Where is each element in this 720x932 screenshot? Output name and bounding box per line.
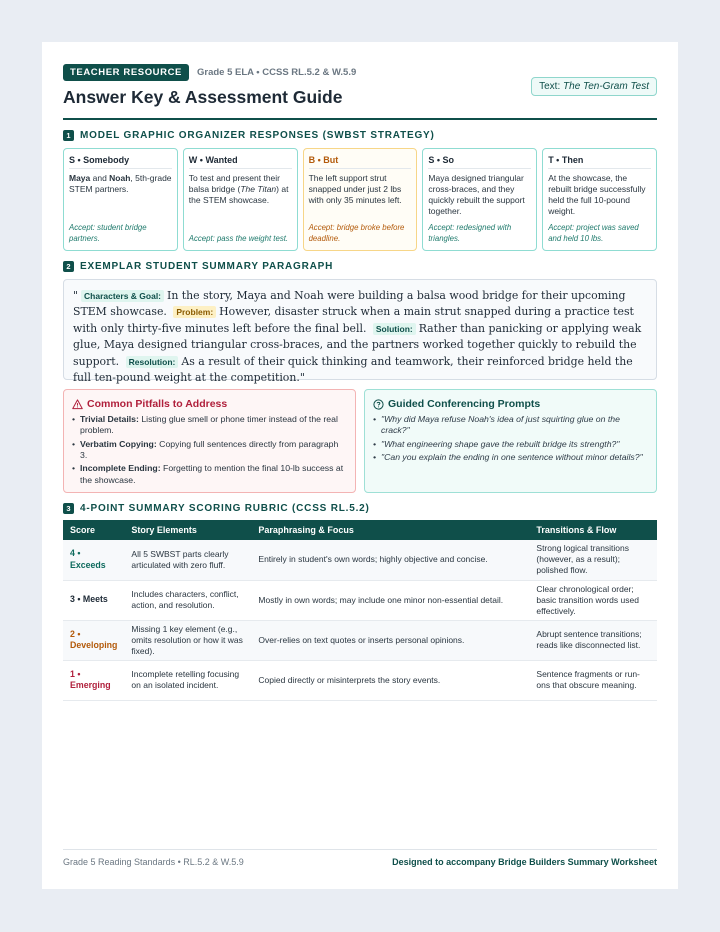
- list-item: [72, 463, 347, 486]
- teacher-resource-badge: TEACHER RESOURCE: [63, 64, 189, 81]
- score-cell: 4 • Exceeds: [63, 540, 124, 580]
- list-item: [72, 414, 347, 437]
- list-item: [72, 439, 347, 462]
- col-header: Transitions & Flow: [536, 525, 617, 535]
- card-heading: B • But: [309, 155, 412, 169]
- card-accept: Accept: student bridge partners.: [69, 223, 147, 244]
- page-footer: [63, 849, 657, 867]
- section-2-heading: [63, 261, 657, 272]
- table-row: [63, 580, 657, 620]
- pitfalls-list: [72, 414, 347, 486]
- section-number: 1: [63, 130, 74, 141]
- exemplar-paragraph: [63, 279, 657, 385]
- score-cell: 3 • Meets: [63, 580, 124, 620]
- card-body-title: The Titan: [240, 184, 277, 195]
- grade-standards: Grade 5 ELA • CCSS RL.5.2 & W.5.9: [197, 67, 357, 78]
- list-item: • "What engineering shape gave the rebuilt bridge its strength?": [373, 439, 648, 450]
- paraphrasing-cell: Mostly in own words; may include one minor non-essential detail.: [251, 580, 529, 620]
- guidance-boxes: [63, 389, 657, 493]
- card-body: Maya designed triangular cross-braces, and they quickly rebuilt the support together.: [428, 173, 525, 217]
- footer-worksheet-note: Designed to accompany Bridge Builders Summary Worksheet: [392, 857, 657, 867]
- transitions-cell: Clear chronological order; basic transition words used effectively.: [529, 580, 657, 620]
- pitfall-label: Verbatim Copying:: [80, 438, 157, 449]
- footer-standards: Grade 5 Reading Standards • RL.5.2 & W.5.9: [63, 857, 244, 867]
- card-so: [422, 148, 537, 251]
- pitfalls-title: Common Pitfalls to Address: [87, 398, 228, 410]
- section-number: 3: [63, 503, 74, 514]
- pitfall-label: Incomplete Ending:: [80, 463, 161, 474]
- paraphrasing-cell: Entirely in student's own words; highly objective and concise.: [251, 540, 529, 580]
- tag-problem: Problem:: [173, 306, 216, 318]
- card-accept: Accept: project was saved and held 10 lbs.: [548, 223, 639, 244]
- col-header: Score: [70, 525, 96, 535]
- pitfall-text: Listing glue smell or phone timer instead of the real problem.: [80, 414, 338, 436]
- prompts-box: [364, 389, 657, 493]
- paragraph-text: In the story, Maya and Noah were building a balsa wood bridge for their upcoming STEM showcase.: [73, 289, 626, 319]
- pitfall-text: Forgetting to mention the final 10-lb success at the showcase.: [80, 463, 344, 485]
- header-divider: [63, 118, 657, 120]
- section-number: 2: [63, 261, 74, 272]
- scoring-rubric-table: [63, 520, 657, 701]
- text-title: The Ten-Gram Test: [563, 81, 649, 92]
- page-title: Answer Key & Assessment Guide: [63, 87, 343, 107]
- elements-cell: All 5 SWBST parts clearly articulated with zero fluff.: [124, 540, 251, 580]
- table-row: [63, 660, 657, 700]
- card-body-name-2: Noah: [109, 173, 131, 183]
- elements-cell: Missing 1 key element (e.g., omits resolution or how it was fixed).: [124, 620, 251, 660]
- text-title-tag: [531, 77, 657, 96]
- prompts-title: Guided Conferencing Prompts: [388, 398, 541, 410]
- card-body-pre: To test and present their balsa bridge (: [188, 173, 280, 195]
- prompts-list: [373, 414, 648, 463]
- paraphrasing-cell: Copied directly or misinterprets the story events.: [251, 660, 529, 700]
- transitions-cell: Abrupt sentence transitions; reads like disconnected list.: [529, 620, 657, 660]
- tag-resolution: Resolution:: [126, 356, 179, 368]
- elements-cell: Includes characters, conflict, action, and resolution.: [124, 580, 251, 620]
- card-body: At the showcase, the rebuilt bridge successfully held the full 10-pound weight.: [548, 173, 646, 217]
- question-circle-icon: [373, 399, 384, 410]
- table-header-row: [63, 520, 657, 540]
- section-title: MODEL GRAPHIC ORGANIZER RESPONSES (SWBST STRATEGY): [80, 130, 435, 141]
- open-quote: ": [73, 289, 79, 302]
- col-header: Paraphrasing & Focus: [258, 525, 354, 535]
- card-body-post: ) at the STEM showcase.: [188, 184, 289, 206]
- pitfalls-box: [63, 389, 356, 493]
- card-somebody: [63, 148, 178, 251]
- tag-characters-goal: Characters & Goal:: [81, 290, 164, 302]
- pitfalls-heading: [72, 398, 347, 410]
- text-prefix: Text:: [539, 81, 561, 92]
- paragraph-text: However, disaster struck when a main strut snapped during a practice test with only thirty-five minutes left before the final bell.: [73, 305, 634, 335]
- card-body-name-1: Maya: [69, 173, 91, 183]
- card-heading: S • Somebody: [69, 155, 172, 169]
- table-row: [63, 540, 657, 580]
- table-row: [63, 620, 657, 660]
- answer-key-page: [42, 42, 678, 889]
- pitfall-label: Trivial Details:: [80, 414, 139, 424]
- prompts-heading: [373, 398, 648, 410]
- card-accept: Accept: pass the weight test.: [188, 234, 289, 244]
- paragraph-text: Rather than panicking or applying weak glue, Maya designed triangular cross-braces, and the partners worked together quickly to rebuild the support.: [73, 321, 642, 368]
- card-accept: Accept: redesigned with triangles.: [428, 223, 512, 244]
- card-body: The left support strut snapped under just 2 lbs with only 35 minutes left.: [308, 173, 402, 206]
- section-3-heading: [63, 503, 657, 514]
- card-wanted: [183, 148, 298, 251]
- paraphrasing-cell: Over-relies on text quotes or inserts personal opinions.: [251, 620, 529, 660]
- section-title: 4-POINT SUMMARY SCORING RUBRIC (CCSS RL.5.2): [80, 503, 370, 514]
- tag-solution: Solution:: [373, 323, 416, 335]
- transitions-cell: Strong logical transitions (however, as a result); polished flow.: [529, 540, 657, 580]
- card-body: [69, 173, 172, 195]
- warning-icon: [72, 399, 83, 410]
- elements-cell: Incomplete retelling focusing on an isolated incident.: [124, 660, 251, 700]
- card-heading: S • So: [428, 155, 531, 169]
- card-body-text-2: , 5th-grade STEM partners.: [69, 173, 172, 195]
- list-item: • "Why did Maya refuse Noah's idea of just squirting glue on the crack?": [373, 414, 648, 437]
- card-heading: T • Then: [548, 155, 651, 169]
- score-cell: 1 • Emerging: [63, 660, 124, 700]
- close-quote: ": [299, 371, 305, 385]
- col-header: Story Elements: [131, 525, 197, 535]
- score-cell: 2 • Developing: [63, 620, 124, 660]
- card-heading: W • Wanted: [189, 155, 292, 169]
- paragraph-text: As a result of their quick thinking and teamwork, their reinforced bridge held the full ten-pound weight at the competition.: [73, 354, 633, 385]
- card-body: [189, 173, 292, 206]
- card-but: [303, 148, 418, 251]
- list-item: • "Can you explain the ending in one sentence without minor details?": [373, 452, 648, 463]
- card-then: [542, 148, 657, 251]
- card-accept: Accept: bridge broke before deadline.: [308, 223, 405, 244]
- swbst-cards: [63, 148, 657, 251]
- card-body-text-1: and: [90, 173, 110, 183]
- section-title: EXEMPLAR STUDENT SUMMARY PARAGRAPH: [80, 261, 334, 272]
- pitfall-text: Copying full sentences directly from paragraph 3.: [80, 438, 339, 460]
- section-1-heading: [63, 130, 657, 141]
- transitions-cell: Sentence fragments or run-ons that obscure meaning.: [529, 660, 657, 700]
